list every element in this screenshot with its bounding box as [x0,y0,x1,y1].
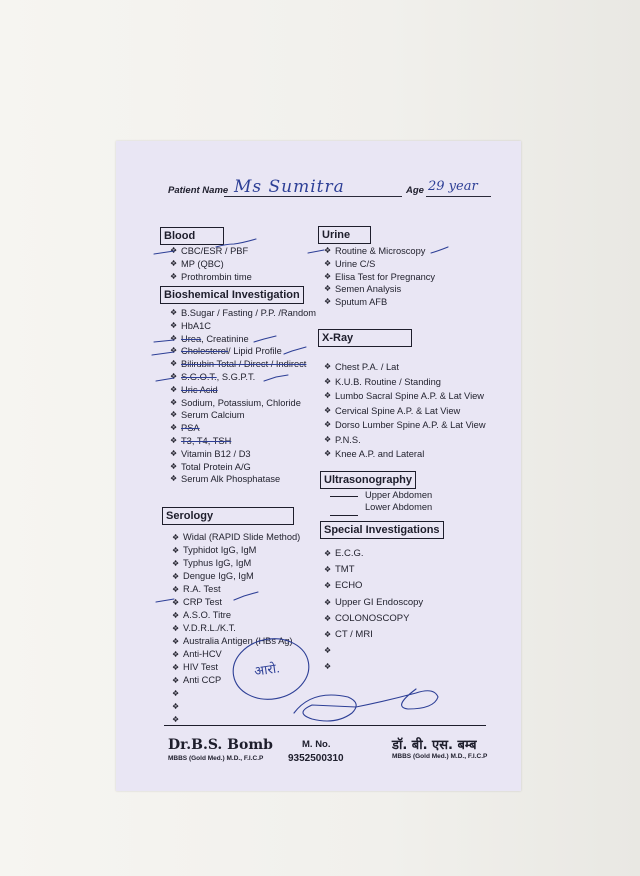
ultrasonography-lower: Lower Abdomen [365,502,433,512]
bullet-icon: ❖ [324,376,332,386]
bullet-icon: ❖ [170,333,178,343]
bullet-icon: ❖ [324,581,332,591]
special-section-title: Special Investigations [320,521,444,539]
tick-mark [308,250,324,253]
list-item: ❖ Vitamin B12 / D3 [170,448,251,459]
mobile-label: M. No. [302,739,331,750]
list-item: ❖ Cholesterol / Lipid Profile [170,346,282,357]
blood-section-title: Blood [160,227,224,245]
bullet-icon: ❖ [324,565,332,575]
urine-list [324,245,435,309]
mobile-number: 9352500310 [288,753,344,764]
bullet-icon: ❖ [172,715,180,724]
xray-section-title: X-Ray [318,329,412,347]
list-item: ❖ HIV Test [172,662,218,672]
list-item: ❖ Routine & Microscopy [324,246,426,256]
ultrasonography-bracket [330,496,358,516]
bullet-icon: ❖ [172,585,180,594]
bullet-icon: ❖ [324,284,332,294]
list-item: ❖ PSA [170,423,200,434]
bullet-icon: ❖ [324,246,332,255]
bullet-icon: ❖ [172,572,180,581]
list-item: ❖ S.G.O.T. , S.G.P.T. [170,371,256,382]
list-item: ❖ Urea , Creatinine [170,333,249,344]
patient-name-value: Ms Sumitra [234,177,345,197]
list-item: ❖ Serum Calcium [170,410,245,421]
list-item [172,700,300,713]
ultrasonography-upper: Upper Abdomen [365,490,433,500]
list-item: ❖ B.Sugar / Fasting / P.P. /Random [170,308,317,318]
doctor-degrees: MBBS (Gold Med.) M.D., F.I.C.P [168,755,264,762]
bullet-icon: ❖ [172,650,180,659]
list-item: ❖ CRP Test [172,597,222,607]
bullet-icon: ❖ [170,448,178,458]
handwritten-note: आरो. [253,660,281,679]
bullet-icon: ❖ [172,533,180,542]
bullet-icon: ❖ [172,676,180,685]
bullet-icon: ❖ [170,359,178,369]
list-item: ❖ Upper GI Endoscopy [324,595,423,611]
bullet-icon: ❖ [172,637,180,646]
bullet-icon: ❖ [172,546,180,555]
list-item: ❖ Cervical Spine A.P. & Lat View [324,404,486,419]
doctor-degrees-right: MBBS (Gold Med.) M.D., F.I.C.P [392,753,488,760]
bullet-icon: ❖ [324,662,332,672]
list-item: ❖ Bilirubin Total / Direct / Indirect [170,359,307,370]
list-item: ❖ Knee A.P. and Lateral [324,447,486,462]
urine-section-title: Urine [318,226,371,244]
age-label: Age [406,185,424,196]
list-item: ❖ Urine C/S [324,258,376,269]
list-item: ❖ COLONOSCOPY [324,611,423,627]
bullet-icon: ❖ [170,271,178,281]
bullet-icon: ❖ [324,434,332,444]
list-item: ❖ Sputum AFB [324,297,388,308]
list-item: ❖ HbA1C [170,320,211,331]
xray-list [324,360,486,462]
list-item: ❖ Serum Alk Phosphatase [170,474,281,485]
list-item: ❖ Sodium, Potassium, Chloride [170,397,301,408]
bullet-icon: ❖ [172,611,180,620]
bullet-icon: ❖ [172,559,180,568]
list-item: ❖ CT / MRI [324,627,423,643]
bullet-icon: ❖ [324,391,332,400]
bullet-icon: ❖ [324,597,332,607]
list-item: ❖ Typhidot IgG, IgM [172,545,257,555]
age-line [426,196,491,197]
list-item: ❖ R.A. Test [172,584,221,594]
ultrasonography-section-title: Ultrasonography [320,471,416,489]
blood-list [170,245,252,283]
bullet-icon: ❖ [170,371,178,381]
list-item: ❖ E.C.G. [324,546,423,562]
list-item: ❖ V.D.R.L./K.T. [172,623,236,633]
list-item: ❖ Prothrombin time [170,271,252,282]
list-item: ❖ Dorso Lumber Spine A.P. & Lat View [324,418,486,433]
bullet-icon: ❖ [170,397,178,407]
list-item: ❖ Elisa Test for Pregnancy [324,271,436,282]
list-item: ❖ Chest P.A. / Lat [324,360,486,375]
list-item: ❖ ECHO [324,578,423,594]
patient-name-label: Patient Name [168,185,229,196]
bullet-icon: ❖ [324,613,332,623]
list-item: ❖ K.U.B. Routine / Standing [324,375,486,390]
bullet-icon: ❖ [170,384,178,394]
special-list [324,546,423,676]
bullet-icon: ❖ [170,320,178,330]
prescription-sheet [116,141,521,791]
serology-list [172,531,300,726]
list-item [172,687,300,700]
list-item: ❖ Semen Analysis [324,284,402,295]
bullet-icon: ❖ [324,271,332,281]
bullet-icon: ❖ [324,297,332,307]
biochem-section-title: Bioshemical Investigation [160,286,304,304]
bullet-icon: ❖ [172,663,180,672]
bullet-icon: ❖ [170,410,178,420]
bullet-icon: ❖ [170,435,178,445]
list-item: ❖ T3, T4, TSH [170,435,232,446]
list-item: ❖ Widal (RAPID Slide Method) [172,532,301,542]
list-item: ❖ TMT [324,562,423,578]
list-item: ❖ Uric Acid [170,384,218,395]
list-item [324,643,423,659]
bullet-icon: ❖ [324,420,332,429]
bullet-icon: ❖ [172,702,180,711]
bullet-icon: ❖ [324,362,332,371]
bullet-icon: ❖ [172,689,180,698]
bullet-icon: ❖ [170,423,178,433]
list-item: ❖ Dengue IgG, IgM [172,571,254,581]
bullet-icon: ❖ [170,308,178,317]
list-item: ❖ Total Protein A/G [170,461,251,472]
bullet-icon: ❖ [170,461,178,471]
signature [294,689,438,721]
bullet-icon: ❖ [324,449,332,458]
list-item: ❖ Australia Antigen (HBs Ag) [172,636,293,646]
list-item: ❖ Anti CCP [172,675,222,685]
list-item: ❖ Typhus IgG, IgM [172,558,252,568]
bullet-icon: ❖ [170,246,178,255]
list-item: ❖ MP (QBC) [170,258,224,269]
bullet-icon: ❖ [324,405,332,415]
bullet-icon: ❖ [324,258,332,268]
bullet-icon: ❖ [170,258,178,268]
list-item: ❖ Anti-HCV [172,649,222,659]
age-value: 29 year [428,179,478,194]
bullet-icon: ❖ [170,346,178,356]
list-item: ❖ P.N.S. [324,433,486,448]
bullet-icon: ❖ [170,474,178,484]
doctor-name-hindi: डॉ. बी. एस. बम्ब [392,738,477,753]
serology-section-title: Serology [162,507,294,525]
footer-rule [164,725,486,726]
bullet-icon: ❖ [172,598,180,607]
doctor-name: Dr.B.S. Bomb [168,737,273,753]
bullet-icon: ❖ [324,549,332,558]
biochem-list [170,307,316,486]
bullet-icon: ❖ [324,646,332,656]
list-item: ❖ CBC/ESR / PBF [170,246,249,256]
list-item: ❖ A.S.O. Titre [172,610,232,620]
bullet-icon: ❖ [324,629,332,639]
list-item: ❖ Lumbo Sacral Spine A.P. & Lat View [324,389,486,404]
list-item [324,659,423,675]
bullet-icon: ❖ [172,624,180,633]
